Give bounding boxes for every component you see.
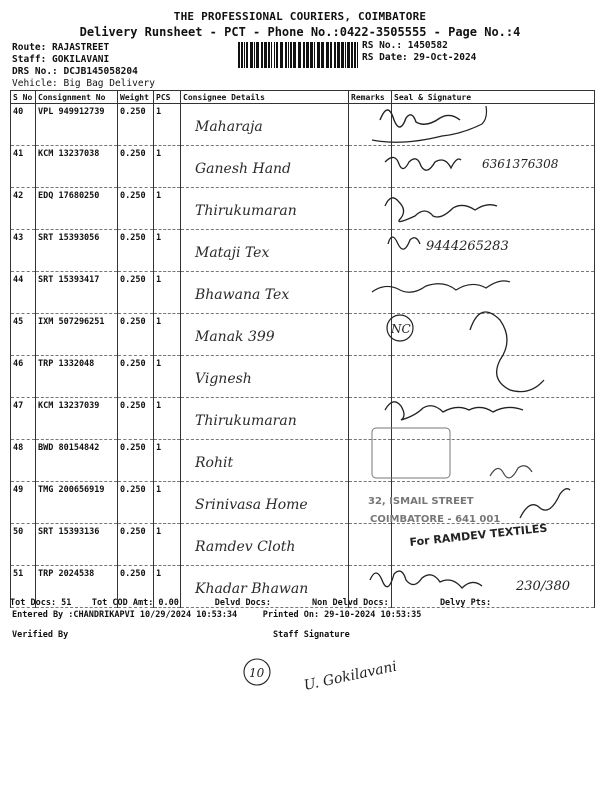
barcode-bar [334, 42, 336, 68]
barcode-bar [241, 42, 243, 68]
barcode-bar [317, 42, 320, 68]
remarks-cell [349, 440, 392, 482]
pieces-cell: 1 [154, 272, 181, 314]
table-row [11, 272, 595, 314]
consignment-number-cell: TRP 2024538 [36, 566, 118, 608]
weight-cell: 0.250 [118, 314, 154, 356]
consignee-cell [181, 524, 349, 566]
barcode-bar [310, 42, 313, 68]
signature-cell [392, 356, 595, 398]
circled-number-label: 10 [249, 666, 265, 680]
consignee-handwriting: Maharaja [195, 119, 263, 135]
table-row [11, 482, 595, 524]
weight-cell: 0.250 [118, 230, 154, 272]
column-header: Seal & Signature [392, 91, 595, 104]
barcode-bar [246, 42, 248, 68]
barcode-bar [290, 42, 292, 68]
consignee-handwriting: Bhawana Tex [195, 287, 290, 303]
weight-cell: 0.250 [118, 272, 154, 314]
weight-cell: 0.250 [118, 356, 154, 398]
serial-number-cell: 46 [11, 356, 36, 398]
consignee-cell [181, 230, 349, 272]
pieces-cell: 1 [154, 188, 181, 230]
pieces-cell: 1 [154, 314, 181, 356]
pieces-cell: 1 [154, 230, 181, 272]
signature-cell [392, 272, 595, 314]
rs-number: RS No.: 1450582 [362, 40, 448, 51]
barcode-bar [357, 42, 358, 68]
serial-number-cell: 45 [11, 314, 36, 356]
consignee-cell [181, 188, 349, 230]
consignee-cell [181, 314, 349, 356]
barcode-icon [238, 42, 358, 68]
table-row [11, 356, 595, 398]
consignee-handwriting: Mataji Tex [195, 245, 270, 261]
table-row [11, 230, 595, 272]
barcode-bar [330, 42, 332, 68]
serial-number-cell: 50 [11, 524, 36, 566]
column-header: Consignment No [36, 91, 118, 104]
delivery-points: Delvy Pts: [439, 598, 492, 608]
consignee-handwriting: Thirukumaran [195, 413, 297, 429]
column-header: S No [11, 91, 36, 104]
printed-on: Printed On: 29-10-2024 10:53:35 [262, 610, 422, 620]
consignee-cell [181, 146, 349, 188]
table-row [11, 104, 595, 146]
phone-note: 6361376308 [482, 157, 559, 171]
barcode-bar [303, 42, 305, 68]
weight-cell: 0.250 [118, 482, 154, 524]
ramdev-stamp: For RAMDEV TEXTILES [408, 521, 548, 549]
consignee-handwriting: Ganesh Hand [195, 161, 292, 177]
nc-stamp-label: NC [391, 322, 411, 336]
consignee-cell [181, 272, 349, 314]
barcode-bar [288, 42, 289, 68]
entered-by: Entered By :CHANDRIKAPVI 10/29/2024 10:53:34 [12, 610, 238, 620]
serial-number-cell: 49 [11, 482, 36, 524]
consignee-cell [181, 398, 349, 440]
barcode-bar [314, 42, 315, 68]
vehicle-label: Vehicle: Big Bag Delivery [12, 78, 155, 89]
remarks-cell [349, 272, 392, 314]
serial-number-cell: 41 [11, 146, 36, 188]
weight-cell: 0.250 [118, 524, 154, 566]
consignee-cell [181, 440, 349, 482]
pieces-cell: 1 [154, 440, 181, 482]
barcode-bar [268, 42, 270, 68]
barcode-bar [261, 42, 263, 68]
consignment-number-cell: IXM 507296251 [36, 314, 118, 356]
consignee-handwriting: Khadar Bhawan [195, 581, 309, 597]
column-header: PCS [154, 91, 181, 104]
footer-entry-info [12, 610, 421, 620]
signature-cell [392, 146, 595, 188]
serial-number-cell: 48 [11, 440, 36, 482]
pieces-cell: 1 [154, 524, 181, 566]
stamp-address: 32, ISMAIL STREET [368, 496, 474, 507]
barcode-bar [274, 42, 275, 68]
remarks-cell [349, 482, 392, 524]
stamp-city: COIMBATORE - 641 001 [370, 514, 501, 525]
delivered-docs: Delvd Docs: [214, 598, 272, 608]
barcode-bar [337, 42, 340, 68]
serial-number-cell: 43 [11, 230, 36, 272]
barcode-bar [280, 42, 283, 68]
barcode-bar [285, 42, 287, 68]
signature-cell [392, 521, 595, 566]
pieces-cell: 1 [154, 482, 181, 524]
weight-cell: 0.250 [118, 398, 154, 440]
serial-number-cell: 42 [11, 188, 36, 230]
staff-label: Staff: GOKILAVANI [12, 54, 110, 65]
circled-number [244, 659, 270, 685]
barcode-bar [276, 42, 278, 68]
remarks-cell [349, 314, 392, 356]
staff-signature-label: Staff Signature [273, 630, 350, 640]
barcode-bar [345, 42, 346, 68]
route-label: Route: RAJASTREET [12, 42, 110, 53]
barcode-bar [354, 42, 356, 68]
barcode-bar [264, 42, 267, 68]
consignment-number-cell: VPL 949912739 [36, 104, 118, 146]
barcode-bar [293, 42, 296, 68]
consignment-number-cell: KCM 13237039 [36, 398, 118, 440]
table-row [11, 314, 595, 356]
pieces-cell: 1 [154, 356, 181, 398]
barcode-bar [306, 42, 309, 68]
barcode-bar [298, 42, 301, 68]
runsheet-table [10, 90, 595, 608]
weight-cell: 0.250 [118, 566, 154, 608]
consignment-number-cell: SRT 15393417 [36, 272, 118, 314]
consignment-number-cell: TRP 1332048 [36, 356, 118, 398]
signature-cell [392, 314, 595, 356]
weight-cell: 0.250 [118, 146, 154, 188]
consignment-number-cell: BWD 80154842 [36, 440, 118, 482]
table-row [11, 146, 595, 188]
consignee-handwriting: Srinivasa Home [195, 497, 308, 513]
weight-cell: 0.250 [118, 188, 154, 230]
column-header: Consignee Details [181, 91, 349, 104]
barcode-bar [254, 42, 255, 68]
pieces-cell: 1 [154, 398, 181, 440]
runsheet-subtitle: Delivery Runsheet - PCT - Phone No.:0422-3505555 - Page No.:4 [79, 25, 521, 39]
drs-number: DRS No.: DCJB145058204 [12, 66, 138, 77]
signature-cell [392, 230, 595, 272]
serial-number-cell: 51 [11, 566, 36, 608]
serial-number-cell: 44 [11, 272, 36, 314]
consignee-handwriting: Rohit [195, 455, 234, 471]
barcode-bar [250, 42, 253, 68]
table-body [11, 104, 595, 608]
total-docs: Tot Docs: 51 [10, 598, 72, 608]
remarks-cell [349, 104, 392, 146]
delivery-note: 230/380 [516, 579, 571, 594]
pieces-cell: 1 [154, 566, 181, 608]
phone-note: 9444265283 [426, 239, 509, 254]
pieces-cell: 1 [154, 104, 181, 146]
weight-cell: 0.250 [118, 440, 154, 482]
barcode-bar [351, 42, 353, 68]
remarks-cell [349, 146, 392, 188]
runsheet-meta-left [12, 42, 155, 90]
remarks-cell [349, 524, 392, 566]
consignee-cell [181, 104, 349, 146]
consignee-handwriting: Ramdev Cloth [195, 539, 296, 555]
consignment-number-cell: SRT 15393136 [36, 524, 118, 566]
staff-signature: U. Gokilavani [302, 658, 399, 694]
barcode-bar [321, 42, 324, 68]
column-header: Weight [118, 91, 154, 104]
serial-number-cell: 47 [11, 398, 36, 440]
barcode-bar [271, 42, 272, 68]
barcode-bar [256, 42, 259, 68]
barcode-bar [326, 42, 329, 68]
consignment-number-cell: KCM 13237038 [36, 146, 118, 188]
company-title: THE PROFESSIONAL COURIERS, COIMBATORE [173, 10, 427, 23]
signature-cell [392, 482, 595, 524]
consignment-number-cell: TMG 200656919 [36, 482, 118, 524]
table-row [11, 188, 595, 230]
runsheet-meta-right [362, 40, 476, 64]
barcode-bar [238, 42, 240, 68]
barcode-bar [347, 42, 350, 68]
remarks-cell [349, 188, 392, 230]
pieces-cell: 1 [154, 146, 181, 188]
consignee-cell [181, 482, 349, 524]
footer-totals [10, 598, 596, 608]
consignee-handwriting: Manak 399 [195, 329, 275, 345]
serial-number-cell: 40 [11, 104, 36, 146]
remarks-cell [349, 398, 392, 440]
remarks-cell [349, 230, 392, 272]
table-row [11, 440, 595, 482]
signature-cell [392, 440, 595, 482]
signature-cell [392, 398, 595, 440]
table-row [11, 398, 595, 440]
consignee-handwriting: Vignesh [195, 371, 252, 387]
consignee-handwriting: Thirukumaran [195, 203, 297, 219]
consignment-number-cell: EDQ 17680250 [36, 188, 118, 230]
signature-cell [392, 104, 595, 146]
barcode-bar [244, 42, 245, 68]
consignment-number-cell: SRT 15393056 [36, 230, 118, 272]
table-row [11, 524, 595, 566]
column-header: Remarks [349, 91, 392, 104]
remarks-cell [349, 356, 392, 398]
signature-cell [392, 188, 595, 230]
consignee-cell [181, 356, 349, 398]
weight-cell: 0.250 [118, 104, 154, 146]
total-cod: Tot COD Amt: 0.00 [91, 598, 179, 608]
verified-by-label: Verified By [12, 630, 69, 640]
runsheet-table-wrap [10, 90, 594, 608]
barcode-bar [341, 42, 344, 68]
non-delivered-docs: Non Delvd Docs: [311, 598, 389, 608]
rs-date: RS Date: 29-Oct-2024 [362, 52, 477, 63]
table-header-row [11, 91, 595, 104]
